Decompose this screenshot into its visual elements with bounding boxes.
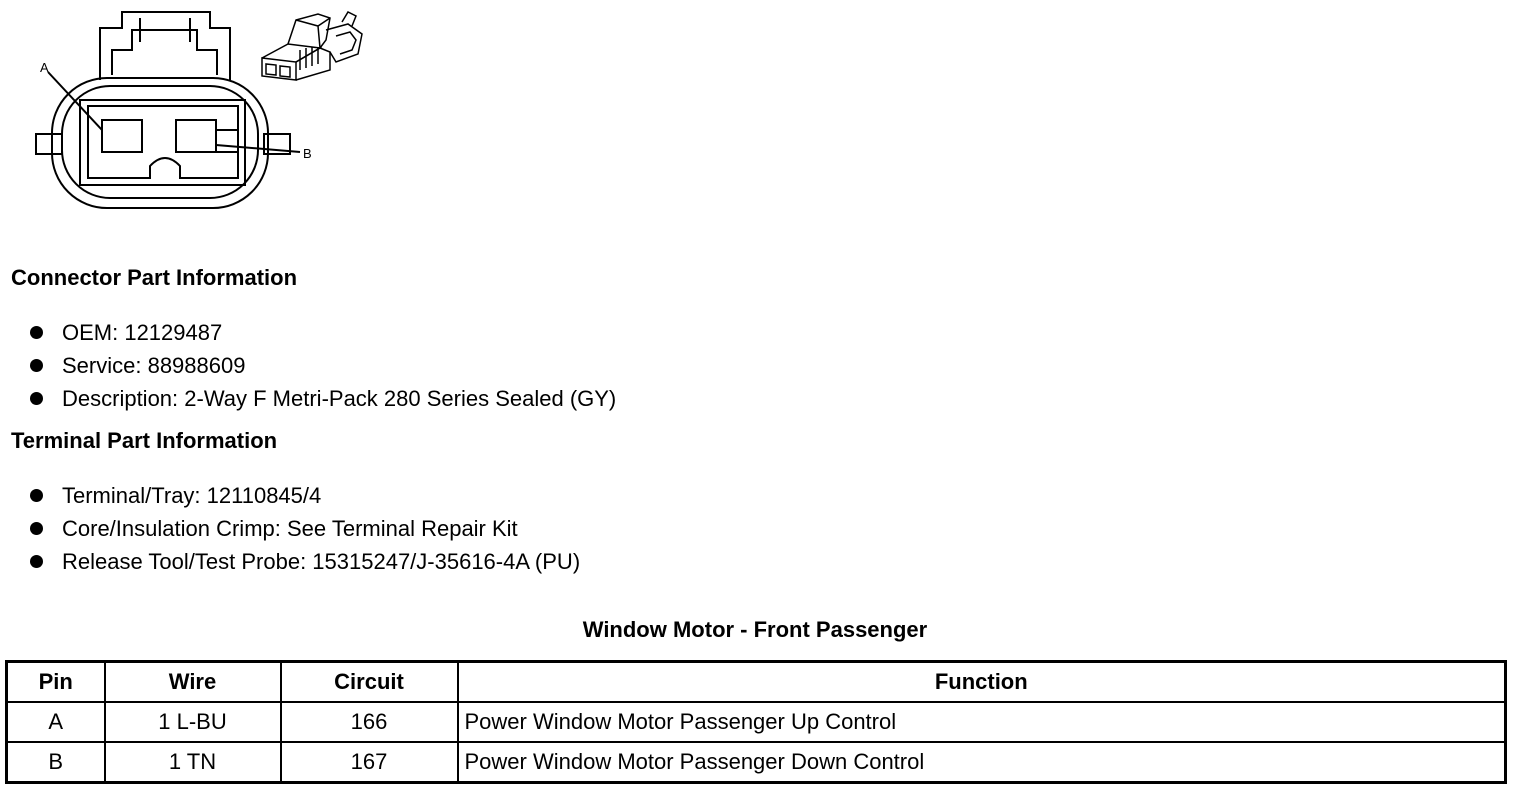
bullet-icon	[30, 359, 43, 372]
list-item	[0, 545, 580, 578]
bullet-icon	[30, 326, 43, 339]
release-tool-text: Release Tool/Test Probe: 15315247/J-35616-4A (PU)	[62, 549, 581, 574]
cell-circuit: 167	[281, 742, 458, 783]
header-circuit: Circuit	[281, 662, 458, 703]
connector-face-drawing	[0, 0, 380, 230]
oem-text: OEM: 12129487	[62, 320, 223, 345]
description-text: Description: 2-Way F Metri-Pack 280 Series Sealed (GY)	[62, 386, 617, 411]
list-item	[0, 382, 616, 415]
terminal-part-info-heading: Terminal Part Information	[11, 428, 278, 453]
cell-circuit: 166	[281, 702, 458, 742]
table-row	[7, 702, 1506, 742]
cell-function: Power Window Motor Passenger Up Control	[458, 702, 1506, 742]
crimp-text: Core/Insulation Crimp: See Terminal Repair Kit	[62, 516, 518, 541]
connector-part-info-list	[0, 316, 616, 415]
connector-part-info-heading: Connector Part Information	[11, 265, 298, 290]
cell-pin: B	[7, 742, 105, 783]
list-item	[0, 316, 616, 349]
cell-wire: 1 L-BU	[105, 702, 281, 742]
bullet-icon	[30, 522, 43, 535]
cell-wire: 1 TN	[105, 742, 281, 783]
pin-a-label: A	[40, 60, 49, 75]
bullet-icon	[30, 555, 43, 568]
terminal-tray-text: Terminal/Tray: 12110845/4	[62, 483, 322, 508]
table-row	[7, 742, 1506, 783]
pinout-table	[5, 660, 1507, 784]
connector-diagram	[0, 0, 380, 230]
pin-b-label: B	[303, 146, 312, 161]
cell-pin: A	[7, 702, 105, 742]
list-item	[0, 479, 580, 512]
cell-function: Power Window Motor Passenger Down Control	[458, 742, 1506, 783]
bullet-icon	[30, 392, 43, 405]
header-wire: Wire	[105, 662, 281, 703]
table-title: Window Motor - Front Passenger	[582, 617, 928, 642]
list-item	[0, 512, 580, 545]
terminal-part-info-list	[0, 479, 580, 578]
bullet-icon	[30, 489, 43, 502]
header-function: Function	[458, 662, 1506, 703]
header-pin: Pin	[7, 662, 105, 703]
list-item	[0, 349, 616, 382]
table-header-row	[7, 662, 1506, 703]
service-text: Service: 88988609	[62, 353, 246, 378]
